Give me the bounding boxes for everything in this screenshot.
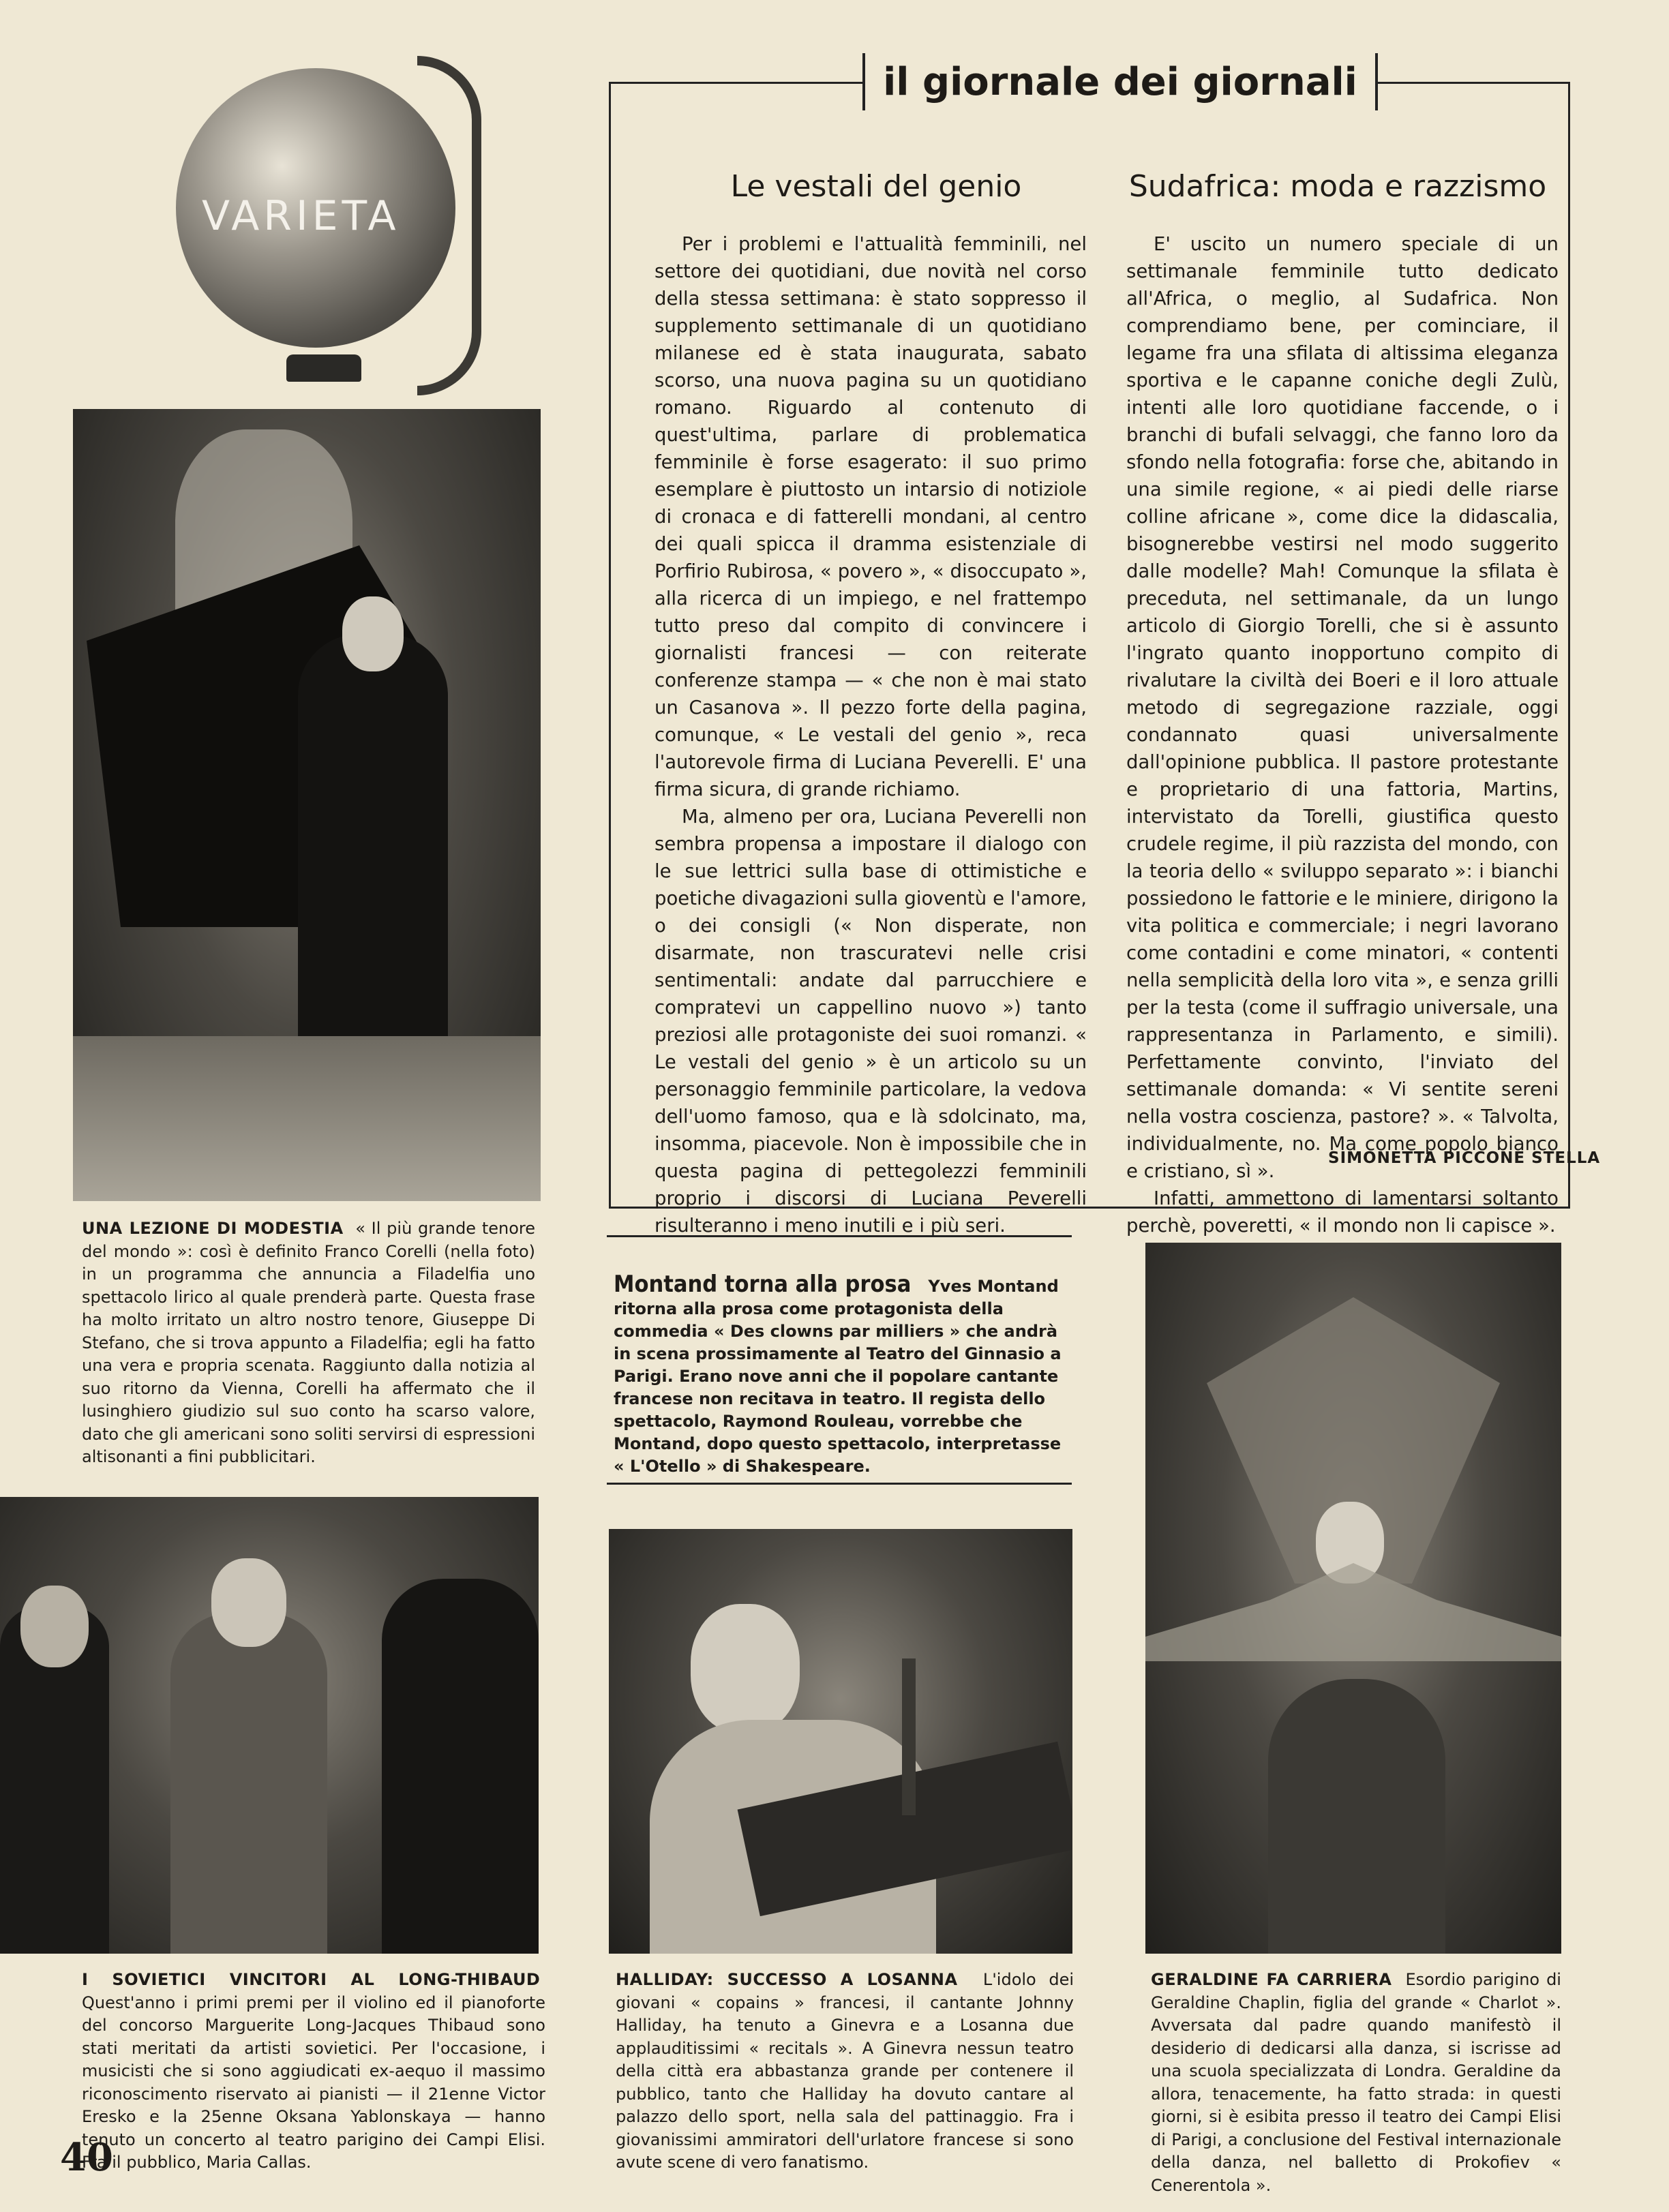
column-header-title: il giornale dei giornali [862, 53, 1378, 110]
caption-halliday [616, 1969, 1074, 2175]
article-paragraph: E' uscito un numero speciale di un settimanale femminile tutto dedicato all'Africa, o meglio, al Sudafrica. Non comprendiamo bene, per cominciare, il legame fra una sfilata di altissima eleganza sportiva e le capanne coniche degli Zulù, intenti alle loro quotidiane faccende, o i branchi di bufali selvaggi, che fanno loro da sfondo nella fotografia: forse che, abitando in una simile regione, « ai piedi delle riarse colline africane », come dice la didascalia, bisognerebbe vestirsi nel modo suggerito dalle modelle? Mah! Comunque la sfilata è preceduta, nel settimanale, da un lungo articolo di Giorgio Torelli, che si è assunto l'ingrato quanto inopportuno compito di rivalutare la civiltà dei Boeri e il loro attuale metodo di segregazione razziale, oggi condannato quasi universalmente dall'opinione pubblica. Il pastore protestante e proprietario di una fattoria, Martins, intervistato da Torelli, giustifica questo crudele regime, il più razzista del mondo, con la teoria dello « sviluppo separato »: i bianchi possiedono le fattorie e le miniere, dirigono la vita politica e commerciale; i negri lavorano come contadini e come minatori, « contenti nella semplicità della loro vita », e senza grilli per la testa (come il suffragio universale, una rappresentanza in Parlamento, e simili). Perfettamente convinto, l'inviato del settimanale domanda: « Vi sentite sereni nella vostra coscienza, pastore? ». « Talvolta, individualmente, no. Ma come popolo bianco e cristiano, sì ». [1126, 233, 1559, 1182]
article-title-sudafrica: Sudafrica: moda e razzismo [1128, 169, 1547, 204]
section-label: VARIETA [202, 192, 400, 240]
caption-heading: I SOVIETICI VINCITORI AL LONG-THIBAUD [82, 1970, 541, 1989]
montand-title: Montand torna alla prosa [614, 1271, 912, 1298]
montand-story [614, 1273, 1072, 1478]
article-byline: SIMONETTA PICCONE STELLA [1328, 1149, 1601, 1167]
caption-geraldine [1151, 1969, 1561, 2197]
montand-text: Yves Montand ritorna alla prosa come protagonista della commedia « Des clowns par milliers » che andrà in scena prossimamente al Teatro del Ginnasio a Parigi. Erano nove anni che il popolare cantante francese non recitava in teatro. Il regista dello spettacolo, Raymond Rouleau, vorrebbe che Montand, dopo questo spettacolo, interpretasse « L'Otello » di Shakespeare. [614, 1277, 1062, 1476]
caption-text: L'idolo dei giovani « copains » francesi, il cantante Johnny Halliday, ha tenuto a Ginevra e a Losanna due applauditissimi « recitals ». A Ginevra nessun teatro della città era abbastanza grande per contenere il pubblico, tanto che Halliday ha dovuto cantare al palazzo dello sport, nella sala del pattinaggio. Fra i giovanissimi ammiratori dell'urlatore francese si sono avute scene di vero fanatismo. [616, 1970, 1074, 2172]
article-body-vestali [655, 230, 1087, 1239]
caption-heading: UNA LEZIONE DI MODESTIA [82, 1219, 344, 1238]
caption-text: Esordio parigino di Geraldine Chaplin, figlia del grande « Charlot ». Avversata dal padre quando manifestò il desiderio di dedicarsi alla danza, si iscrisse ad una scuola specializzata di Londra. Geraldine da allora, tenacemente, ha fatto strada: in questi giorni, si è esibita presso il teatro dei Campi Elisi di Parigi, a conclusione del Festival internazionale della danza, nel balletto di Prokofiev « Cenerentola ». [1151, 1970, 1561, 2195]
photo-franco-corelli [73, 409, 541, 1201]
caption-heading: GERALDINE FA CARRIERA [1151, 1970, 1392, 1989]
photo-geraldine-chaplin [1145, 1243, 1561, 1954]
caption-heading: HALLIDAY: SUCCESSO A LOSANNA [616, 1970, 958, 1989]
photo-johnny-halliday [609, 1529, 1072, 1954]
article-title-vestali: Le vestali del genio [730, 169, 1022, 204]
article-body-sudafrica [1126, 230, 1559, 1239]
caption-text: « Il più grande tenore del mondo »: così è definito Franco Corelli (nella foto) in un programma che annuncia a Filadelfia uno spettacolo lirico al quale prenderà parte. Questa frase ha molto irritato un altro nostro tenore, Giuseppe Di Stefano, che si trova appunto a Filadelfia; egli ha fatto una vera e propria scenata. Raggiunto dalla notizia al suo ritorno da Vienna, Corelli ha affermato che il lusinghiero giudizio sul suo conto ha scarso valore, dato che gli americani sono soliti servirsi di espressioni altisonanti a fini pubblicitari. [82, 1219, 536, 1466]
photo-sovietici-callas [0, 1497, 539, 1954]
caption-corelli [82, 1217, 535, 1469]
article-paragraph: Per i problemi e l'attualità femminili, nel settore dei quotidiani, due novità nel corso della stessa settimana: è stato soppresso il supplemento settimanale di un quotidiano milanese ed è stata inaugurata, sabato scorso, una nuova pagina su un quotidiano romano. Riguardo al contenuto di quest'ultima, parlare di problematica femminile è forse esagerato: il suo primo esemplare è piuttosto un intarsio di notiziole di cronaca e di fatterelli mondani, al centro dei quali spicca il dramma esistenziale di Porfirio Rubirosa, « povero », « disoccupato », alla ricerca di un impiego, e nel frattempo tutto preso dal compito di convincere i giornalisti francesi — con reiterate conferenze stampa — « che non è mai stato un Casanova ». Il pezzo forte della pagina, comunque, « Le vestali del genio », reca l'autorevole firma di Luciana Peverelli. E' una firma sicura, di grande richiamo. [655, 233, 1087, 800]
article-paragraph: Ma, almeno per ora, Luciana Peverelli non sembra propensa a impostare il dialogo con le sue lettrici sulla base di ottimistiche e poetiche divagazioni sulla gioventù e l'amore, o dei consigli (« Non disperate, non disarmate, non trascuratevi nelle crisi sentimentali: andate dal parrucchiere e compratevi un cappellino nuovo ») tanto preziosi alle protagoniste dei suoi romanzi. « Le vestali del genio » è un articolo su un personaggio femminile particolare, la vedova dell'uomo famoso, qua e là sdolcinato, ma, insomma, piacevole. Non è impossibile che in questa pagina di pettegolezzi femminili proprio i discorsi di Luciana Peverelli risulteranno i meno inutili e i più seri. [655, 806, 1087, 1237]
globe-base [286, 354, 361, 382]
article-paragraph: Infatti, ammettono di lamentarsi soltanto perchè, poveretti, « il mondo non li capisce ». [1126, 1187, 1559, 1237]
page-number: 40 [60, 2135, 113, 2180]
caption-sovietici [82, 1969, 545, 2175]
caption-text: Quest'anno i primi premi per il violino ed il pianoforte del concorso Marguerite Long-Jacques Thibaud sono stati meritati da artisti sovietici. Per l'occasione, i musicisti che si sono aggiudicati ex-aequo il massimo riconoscimento riservato ai pianisti — il 21enne Victor Eresko e la 25enne Oksana Yablonskaya — hanno tenuto un concerto al teatro parigino dei Campi Elisi. Fra il pubblico, Maria Callas. [82, 1993, 545, 2172]
